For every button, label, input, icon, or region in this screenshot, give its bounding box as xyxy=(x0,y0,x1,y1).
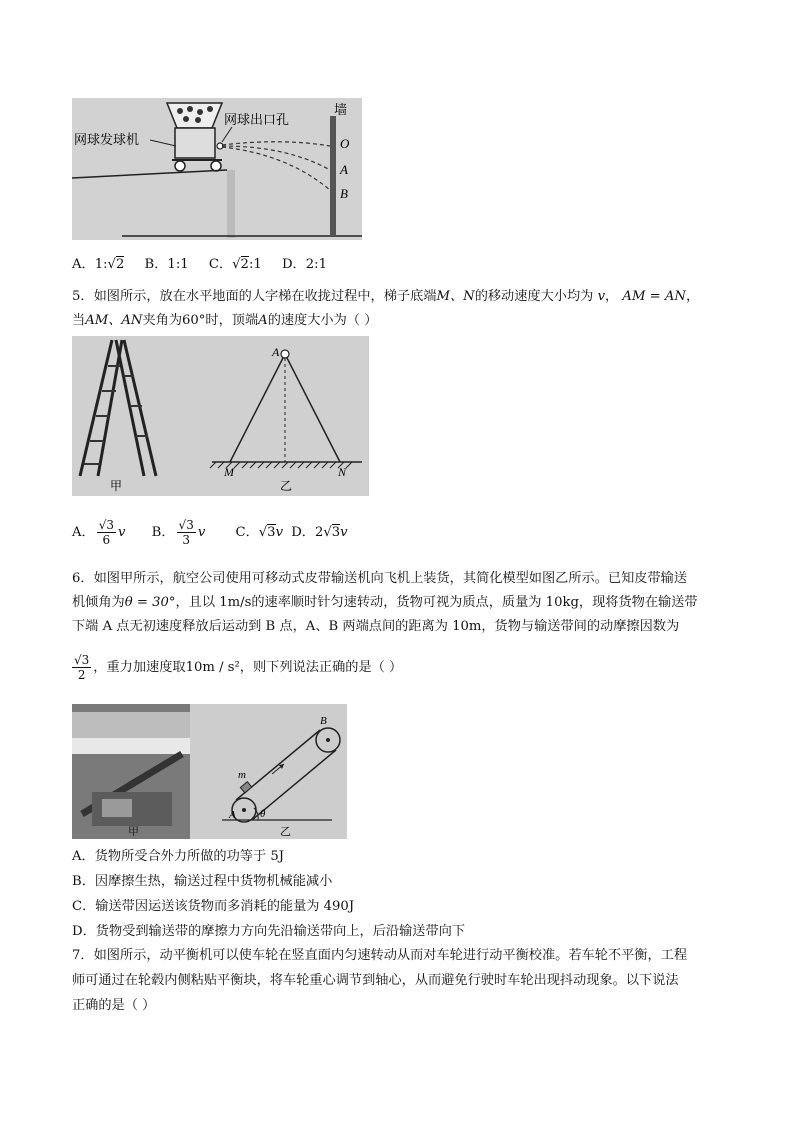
q5-option-c[interactable]: C．√3v xyxy=(235,525,284,540)
ladder-leg-AM xyxy=(230,354,285,462)
label-wall: 墙 xyxy=(334,102,348,117)
label-M: M xyxy=(224,465,234,479)
hinge-A xyxy=(281,350,289,358)
q6-option-a[interactable]: A．货物所受合外力所做的功等于 5J xyxy=(72,849,285,864)
wheel-right xyxy=(211,161,221,171)
label-N: N xyxy=(338,465,347,479)
q6-option-b[interactable]: B．因摩擦生热，输送过程中货物机械能减小 xyxy=(72,874,333,889)
q5-stem-line1: 5．如图所示，放在水平地面的人字梯在收拢过程中，梯子底端M、N的移动速度大小均为 v， AM = AN， xyxy=(72,289,700,304)
ladder-leg-AN xyxy=(285,354,340,462)
label-B: B xyxy=(320,715,327,727)
conveyor-diagram xyxy=(72,704,347,839)
ball-hopper xyxy=(167,103,222,128)
figure-conveyor xyxy=(72,704,347,839)
q4-option-a[interactable]: A．1:√2 xyxy=(72,257,125,272)
q5-options xyxy=(72,518,364,548)
label-A: A xyxy=(229,809,236,821)
q6-stem-line1: 6．如图甲所示，航空公司使用可移动式皮带输送机向飞机上装货，其简化模型如图乙所示。已知皮带输送 xyxy=(72,571,688,586)
q7-stem-line2: 师可通过在轮毂内侧粘贴平衡块，将车轮重心调节到轴心，从而避免行驶时车轮出现抖动现象。以下说法 xyxy=(72,973,679,988)
q4-option-b[interactable]: B．1:1 xyxy=(144,257,189,272)
label-jia: 甲 xyxy=(110,479,123,493)
figure-tennis-launcher xyxy=(72,98,362,240)
wheel-left xyxy=(175,161,185,171)
q5-option-d[interactable]: D．2√3v xyxy=(291,525,348,540)
label-outlet: 网球出口孔 xyxy=(224,112,290,127)
q6-option-d[interactable]: D．货物受到输送带的摩擦力方向先沿输送带向上，后沿输送带向下 xyxy=(72,924,466,939)
label-A: A xyxy=(340,162,348,177)
label-yi: 乙 xyxy=(280,479,293,493)
label-m: m xyxy=(238,769,246,781)
q7-stem-line1: 7．如图所示，动平衡机可以使车轮在竖直面内匀速转动从而对车轮进行动平衡校准。若车轮不平衡，工程 xyxy=(72,948,688,963)
q7-stem-line3: 正确的是（ ） xyxy=(72,998,156,1013)
q4-option-c[interactable]: C．√2:1 xyxy=(208,257,262,272)
label-A: A xyxy=(272,345,280,359)
label-machine: 网球发球机 xyxy=(74,132,140,147)
cargo-block xyxy=(240,782,251,793)
label-B: B xyxy=(340,186,348,201)
q6-stem-line3: 下端 A 点无初速度释放后运动到 B 点，A、B 两端点间的距离为 10m，货物与输送带间的动摩擦因数为 xyxy=(72,619,680,634)
tennis-launcher-diagram xyxy=(72,98,362,240)
label-yi: 乙 xyxy=(280,826,291,838)
q4-option-d[interactable]: D．2:1 xyxy=(281,257,327,272)
label-jia: 甲 xyxy=(128,826,139,838)
q5-option-a[interactable]: A． $\frac{√3}{6}$ v xyxy=(72,518,126,547)
label-theta: θ xyxy=(260,808,266,820)
q6-option-c[interactable]: C．输送带因运送该货物而多消耗的能量为 490J xyxy=(72,899,355,914)
ladder-diagram xyxy=(72,336,369,496)
q4-options xyxy=(72,256,343,274)
q5-stem-line2: 当AM、AN夹角为60°时，顶端A的速度大小为（ ） xyxy=(72,313,378,328)
wall xyxy=(330,116,336,236)
q5-option-b[interactable]: B． $\frac{√3}{3}$ v xyxy=(151,518,206,547)
label-O: O xyxy=(340,136,350,151)
figure-step-ladder xyxy=(72,336,369,496)
q6-stem-line4: $\frac{√3}{2}$ ，重力加速度取10m / s²，则下列说法正确的是（ ） xyxy=(74,653,403,682)
launcher-body xyxy=(175,128,215,158)
q6-stem-line2: 机倾角为θ = 30°，且以 1m/s的速率顺时针匀速转动，货物可视为质点，质量为 10kg，现将货物在输送带 xyxy=(72,595,698,610)
